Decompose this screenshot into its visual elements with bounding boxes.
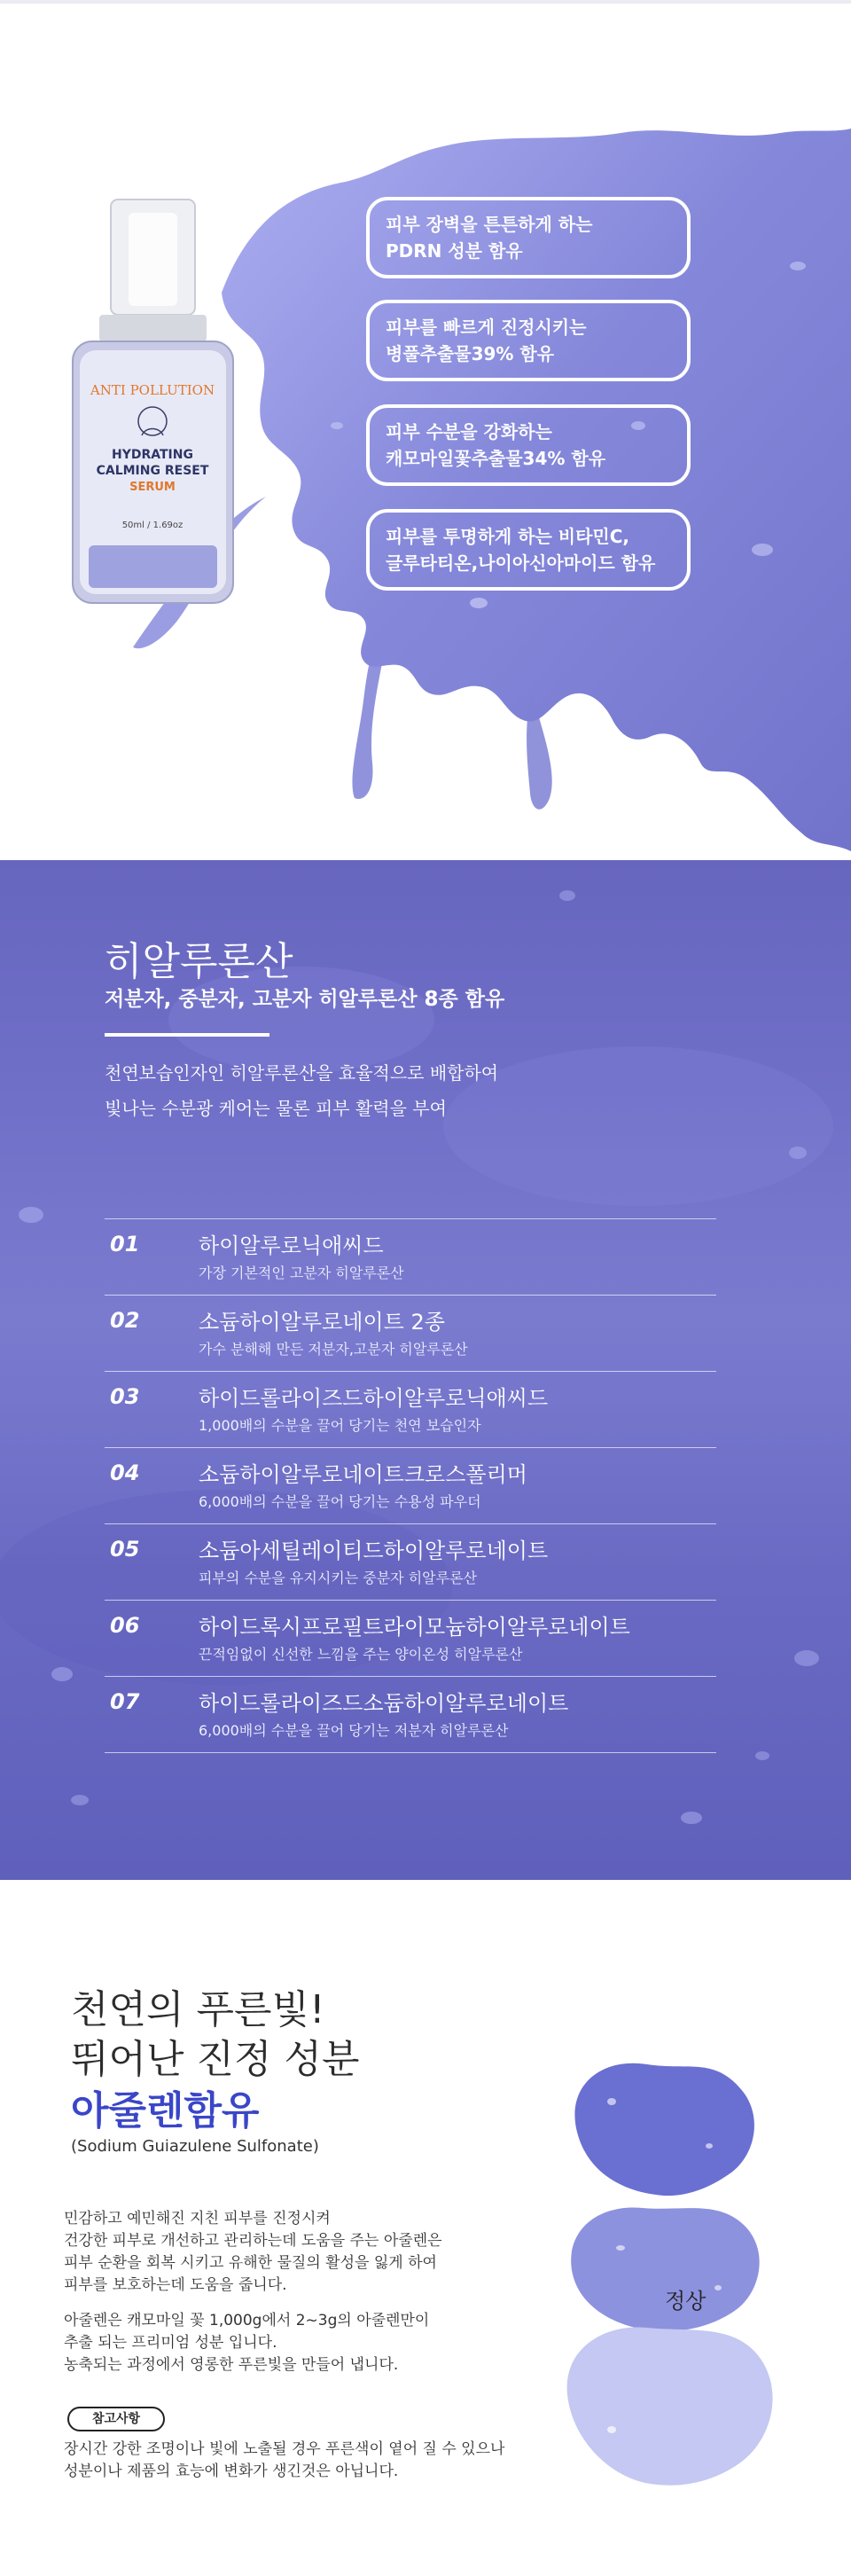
azulene-title-line1: 천연의 푸른빛! — [71, 1987, 325, 2032]
feature-1-line2: PDRN 성분 함유 — [386, 240, 523, 262]
azulene-title-line2: 뛰어난 진정 성분 — [71, 2037, 360, 2082]
list-item — [105, 1524, 716, 1601]
bottle-name-line2: CALMING RESET — [96, 464, 209, 478]
azulene-paragraph-1 — [64, 2208, 442, 2297]
paragraph-line: 농축되는 과정에서 영롱한 푸른빛을 만들어 냅니다. — [64, 2356, 399, 2374]
note-line: 장시간 강한 조명이나 빛에 노출될 경우 푸른색이 옅어 질 수 있으나 — [64, 2440, 505, 2458]
feature-3-line1: 피부 수분을 강화하는 — [386, 421, 552, 442]
list-item — [105, 1219, 716, 1296]
item-note: 피부의 수분을 유지시키는 중분자 히알루론산 — [199, 1570, 478, 1586]
item-name: 하이드록시프로필트라이모늄하이알루로네이트 — [199, 1615, 630, 1640]
feature-3-line2: 캐모마일꽃추출물34% 함유 — [386, 448, 606, 469]
paragraph-line: 피부 순환을 회복 시키고 유해한 물질의 활성을 잃게 하여 — [64, 2254, 437, 2272]
paragraph-line: 피부를 보호하는데 도움을 줍니다. — [64, 2276, 287, 2294]
note-text — [64, 2439, 504, 2483]
item-note: 끈적임없이 신선한 느낌을 주는 양이온성 히알루론산 — [199, 1646, 523, 1663]
item-number: 02 — [110, 1308, 140, 1333]
feature-pill-1 — [366, 197, 691, 278]
list-item — [105, 1677, 716, 1753]
list-item — [105, 1296, 716, 1372]
item-name: 소듐하이알루로네이트크로스폴리머 — [199, 1462, 527, 1487]
title-underline — [105, 1033, 269, 1037]
feature-1-line1: 피부 장벽을 튼튼하게 하는 — [386, 214, 593, 235]
item-number: 06 — [110, 1613, 140, 1638]
item-name: 하이드롤라이즈드소듐하이알루로네이트 — [199, 1691, 569, 1716]
item-number: 03 — [110, 1384, 140, 1409]
item-name: 소듐아세틸레이티드하이알루로네이트 — [199, 1539, 549, 1563]
item-number: 05 — [110, 1537, 140, 1562]
item-number: 07 — [110, 1689, 140, 1714]
note-badge: 참고사항 — [67, 2407, 165, 2431]
desc-line-1: 천연보습인자인 히알루론산을 효율적으로 배합하여 — [105, 1062, 499, 1084]
feature-2-line1: 피부를 빠르게 진정시키는 — [386, 317, 587, 338]
paragraph-line: 건강한 피부로 개선하고 관리하는데 도움을 주는 아줄렌은 — [64, 2232, 442, 2250]
bottle-volume: 50ml / 1.69oz — [121, 521, 183, 530]
hyaluronic-acid-section — [0, 860, 851, 1880]
list-item — [105, 1601, 716, 1677]
azulene-paragraph-2 — [64, 2310, 429, 2376]
product-feature-section — [0, 0, 851, 860]
paragraph-line: 민감하고 예민해진 지친 피부를 진정시켜 — [64, 2210, 331, 2228]
hyaluronic-title: 히알루론산 — [105, 939, 293, 984]
list-item — [105, 1372, 716, 1448]
hyaluronic-list — [105, 1218, 716, 1753]
item-note: 6,000배의 수분을 끌어 당기는 수용성 파우더 — [199, 1493, 481, 1510]
item-note: 6,000배의 수분을 끌어 당기는 저분자 히알루론산 — [199, 1722, 509, 1739]
item-note: 가수 분해해 만든 저분자,고분자 히알루론산 — [199, 1341, 468, 1358]
feature-pill-2 — [366, 300, 691, 381]
bottle-name-line1: HYDRATING — [112, 448, 193, 462]
bottle-brand-line: ANTI POLLUTION — [90, 382, 215, 398]
hyaluronic-description — [105, 1055, 498, 1126]
desc-line-2: 빛나는 수분광 케어는 물론 피부 활력을 부여 — [105, 1098, 447, 1119]
feature-pill-3 — [366, 404, 691, 486]
list-item — [105, 1448, 716, 1524]
hyaluronic-subtitle: 저분자, 중분자, 고분자 히알루론산 8종 함유 — [105, 988, 505, 1011]
paragraph-line: 아줄렌은 캐모마일 꽃 1,000g에서 2~3g의 아줄렌만이 — [64, 2312, 430, 2329]
item-name: 하이알루로닉애씨드 — [199, 1233, 384, 1258]
azulene-color-swatches — [532, 2022, 798, 2518]
item-name: 소듐하이알루로네이트 2종 — [199, 1310, 445, 1335]
item-name: 하이드롤라이즈드하이알루로닉애씨드 — [199, 1386, 549, 1411]
serum-bottle-image — [53, 173, 257, 616]
item-number: 01 — [110, 1232, 140, 1257]
azulene-title-highlight: 아줄렌함유 — [71, 2088, 260, 2134]
item-note: 1,000배의 수분을 끌어 당기는 천연 보습인자 — [199, 1417, 481, 1434]
feature-2-line2: 병풀추출물39% 함유 — [386, 343, 555, 364]
item-number: 04 — [110, 1460, 140, 1485]
normal-label: 정상 — [665, 2289, 707, 2314]
azulene-latin-name: (Sodium Guiazulene Sulfonate) — [71, 2137, 319, 2156]
note-line: 성분이나 제품의 효능에 변화가 생긴것은 아닙니다. — [64, 2462, 399, 2480]
feature-4-line2: 글루타티온,나이아신아마이드 함유 — [386, 552, 656, 574]
feature-pill-4 — [366, 509, 691, 591]
bottle-name-line3: SERUM — [129, 481, 176, 494]
azulene-section — [0, 1880, 851, 2576]
paragraph-line: 추출 되는 프리미엄 성분 입니다. — [64, 2334, 277, 2352]
feature-4-line1: 피부를 투명하게 하는 비타민C, — [386, 526, 630, 547]
item-note: 가장 기본적인 고분자 히알루론산 — [199, 1265, 404, 1281]
